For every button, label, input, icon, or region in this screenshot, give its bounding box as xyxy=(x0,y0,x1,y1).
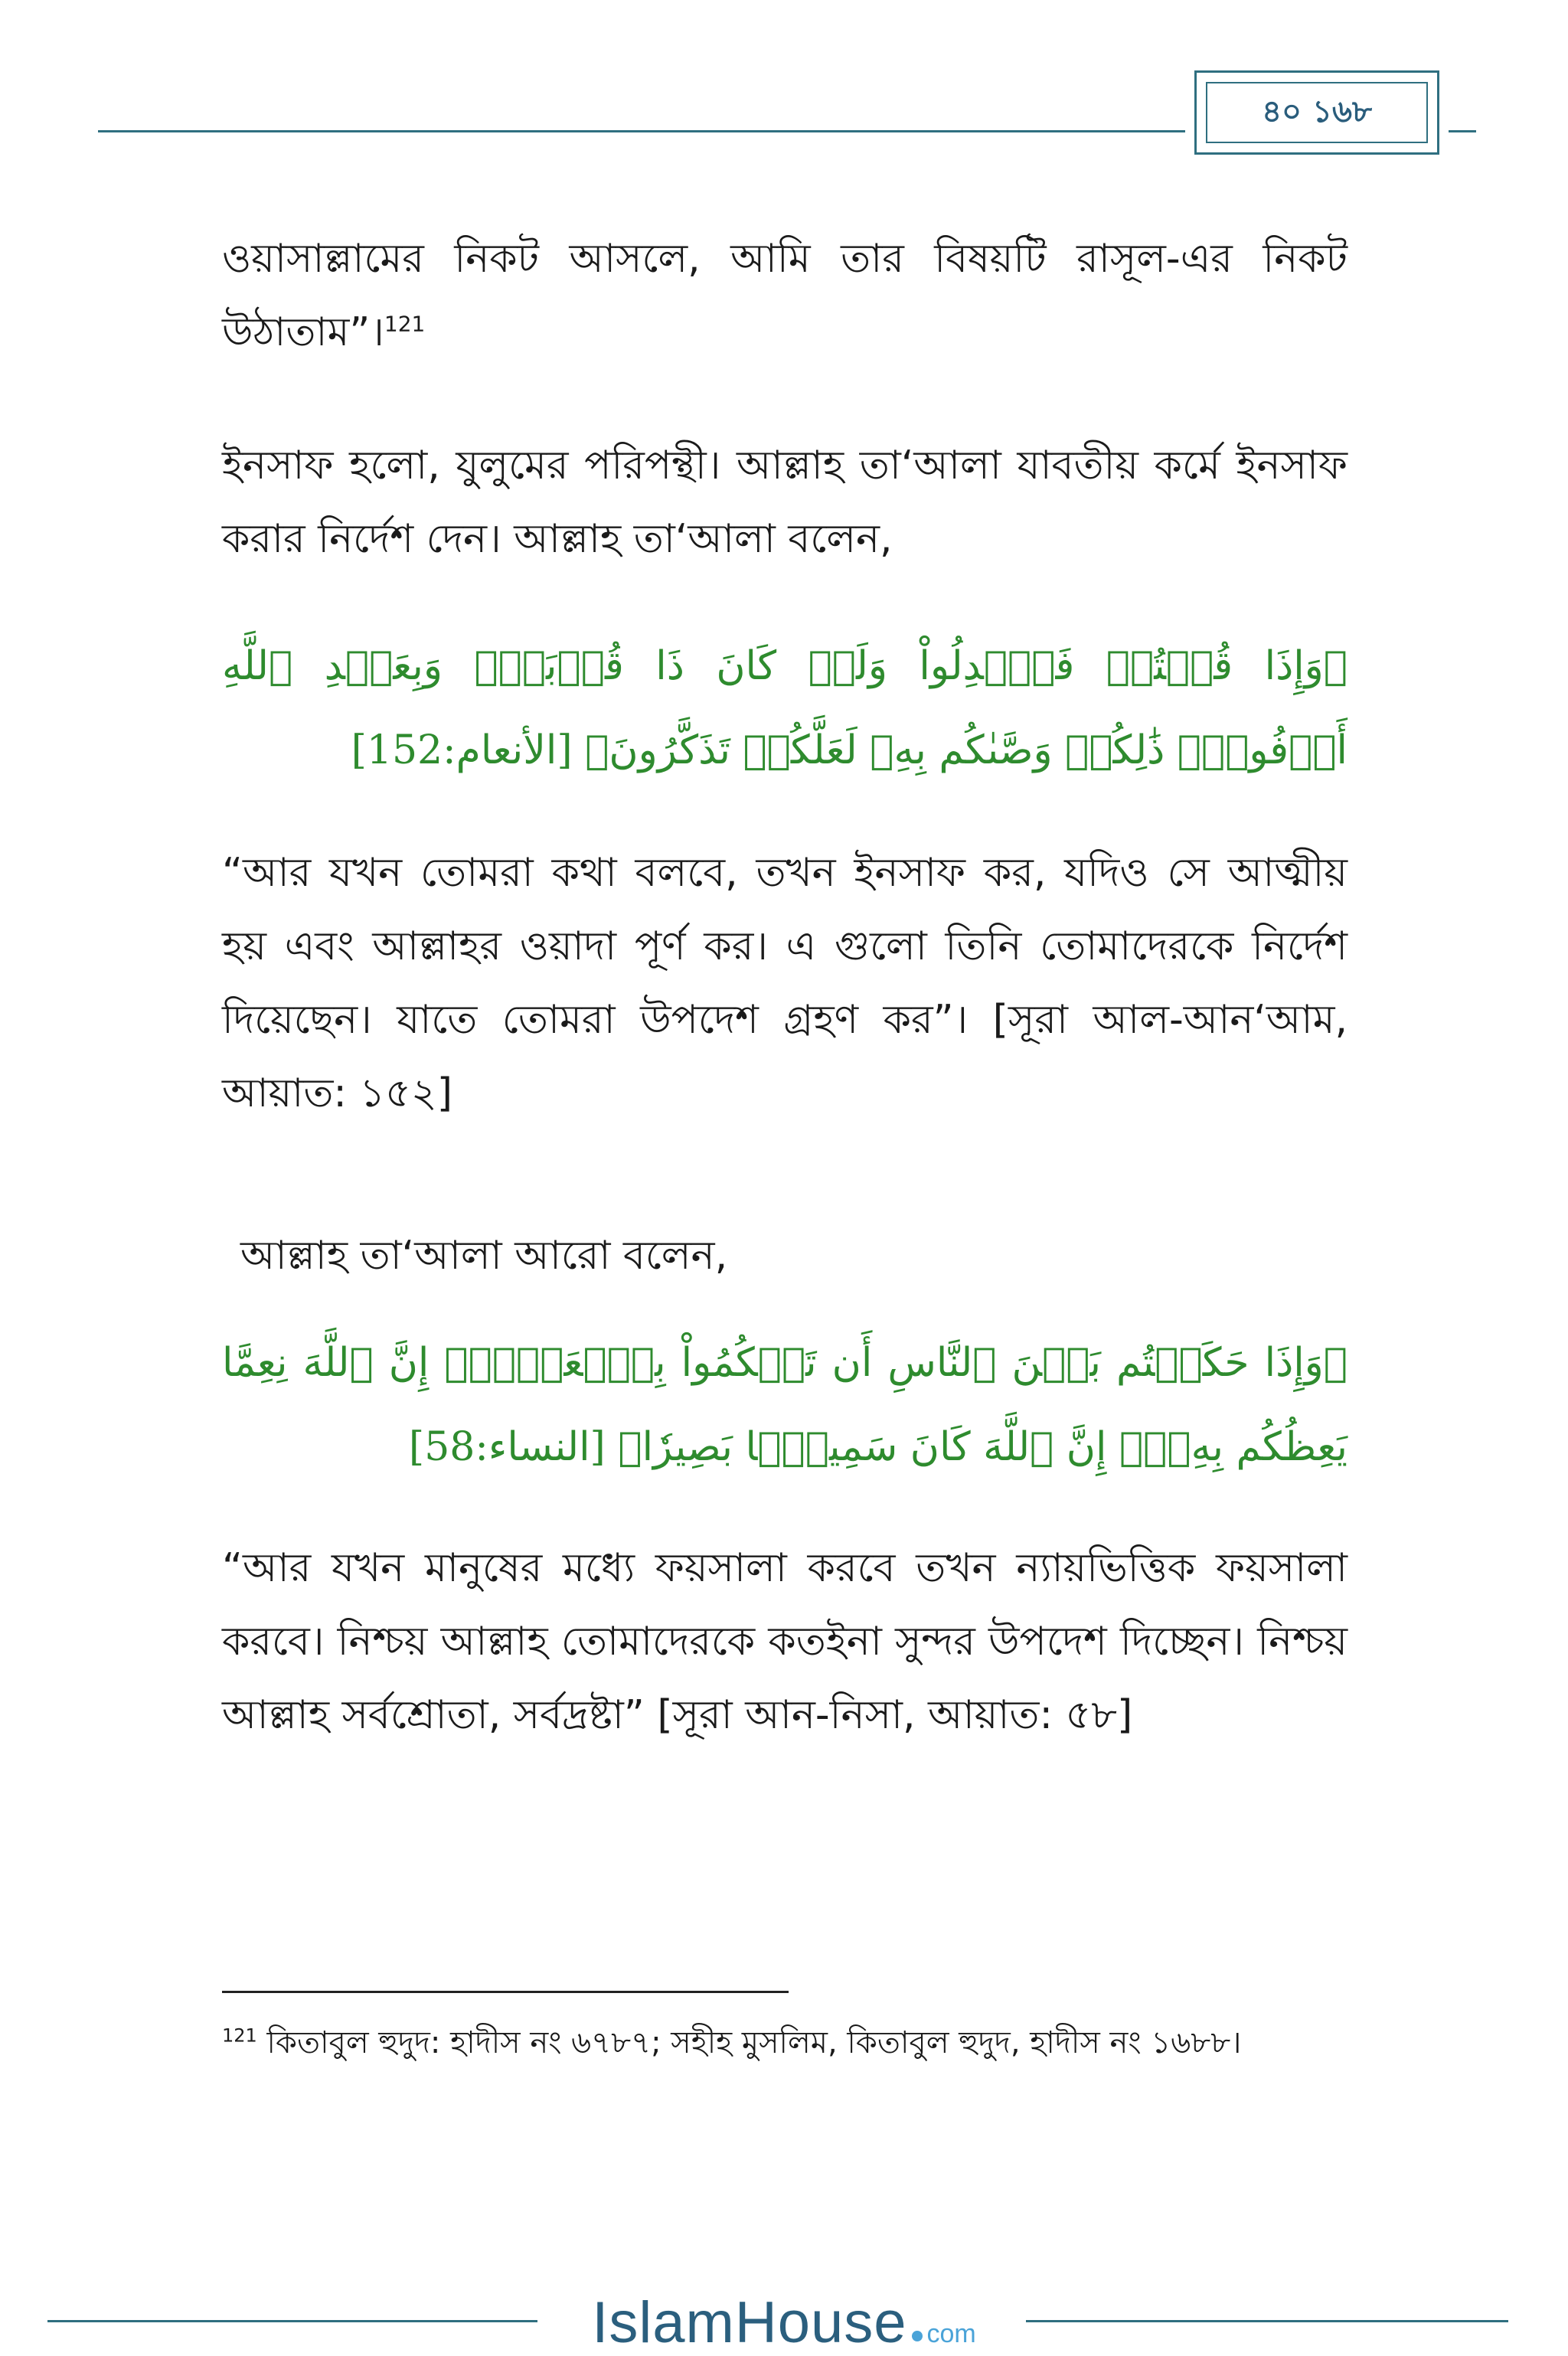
page-number-box xyxy=(1194,70,1439,155)
brand-dot-icon xyxy=(912,2331,923,2341)
brand-suffix: com xyxy=(926,2319,976,2348)
paragraph-3-block xyxy=(222,836,1348,1130)
footnote-separator xyxy=(222,1991,789,1993)
footnote-ref: 121 xyxy=(384,311,426,337)
paragraph-5: “আর যখন মানুষের মধ্যে ফয়সালা করবে তখন ন্যায়ভিত্তিক ফয়সালা করবে। নিশ্চয় আল্লাহ তোমাদেরকে কতইনা সুন্দর উপদেশ দিচ্ছেন। নিশ্চয় আল্লাহ সর্বশ্রোতা, সর্বদ্রষ্টা” [সূরা আন-নিসা, আয়াত: ৫৮] xyxy=(222,1545,1348,1738)
page-number: ৪০ ১৬৮ xyxy=(1206,82,1428,143)
brand-name: IslamHouse xyxy=(592,2290,907,2355)
paragraph-4-block xyxy=(222,1219,1366,1292)
header-rule-right xyxy=(1449,130,1476,132)
paragraph-3: “আর যখন তোমরা কথা বলবে, তখন ইনসাফ কর, যদিও সে আত্মীয় হয় এবং আল্লাহর ওয়াদা পূর্ণ কর। এ গুলো তিনি তোমাদেরকে নির্দেশ দিয়েছেন। যাতে তোমরা উপদেশ গ্রহণ কর”। [সূরা আল-আন‘আম, আয়াত: ১৫২] xyxy=(222,850,1348,1116)
paragraph-2: ইনসাফ হলো, যুলুমের পরিপন্থী। আল্লাহ তা‘আলা যাবতীয় কর্মে ইনসাফ করার নির্দেশ দেন। আল্লাহ তা‘আলা বলেন, xyxy=(222,443,1348,562)
paragraph-4: আল্লাহ তা‘আলা আরো বলেন, xyxy=(240,1233,728,1279)
paragraph-1-text: ওয়াসাল্লামের নিকট আসলে, আমি তার বিষয়টি রাসূল-এর নিকট উঠাতাম”। xyxy=(222,236,1348,355)
paragraph-2-block xyxy=(222,429,1348,576)
page-body xyxy=(222,222,1348,369)
quran-verse-2-block xyxy=(222,1321,1348,1489)
paragraph-1 xyxy=(222,222,1348,369)
header-rule-left xyxy=(98,130,1185,132)
footnote-text: কিতাবুল হুদুদ: হাদীস নং ৬৭৮৭; সহীহ মুসলিম, কিতাবুল হুদুদ, হাদীস নং ১৬৮৮। xyxy=(266,2025,1242,2060)
quran-verse-1: ﴿وَإِذَا قُلۡتُمۡ فَٱعۡدِلُواْ وَلَوۡ كَانَ ذَا قُرۡبَىٰۖ وَبِعَهۡدِ ٱللَّهِ أَوۡفُواْۚ ذَٰلِكُمۡ وَصَّىٰكُم بِهِۦ لَعَلَّكُمۡ تَذَكَّرُونَ﴾ [الأنعام:152] xyxy=(222,643,1348,773)
footer-logo xyxy=(0,2289,1568,2356)
footnote-number: 121 xyxy=(222,2024,257,2047)
paragraph-5-block xyxy=(222,1531,1348,1752)
quran-verse-1-block xyxy=(222,624,1348,792)
footnote xyxy=(222,2014,1348,2072)
quran-verse-2: ﴿وَإِذَا حَكَمۡتُم بَيۡنَ ٱلنَّاسِ أَن تَحۡكُمُواْ بِٱلۡعَدۡلِۚ إِنَّ ٱللَّهَ نِعِمَّا يَعِظُكُم بِهِۦٓۗ إِنَّ ٱللَّهَ كَانَ سَمِيعَۢا بَصِيرٗا﴾ [النساء:58] xyxy=(222,1340,1348,1470)
